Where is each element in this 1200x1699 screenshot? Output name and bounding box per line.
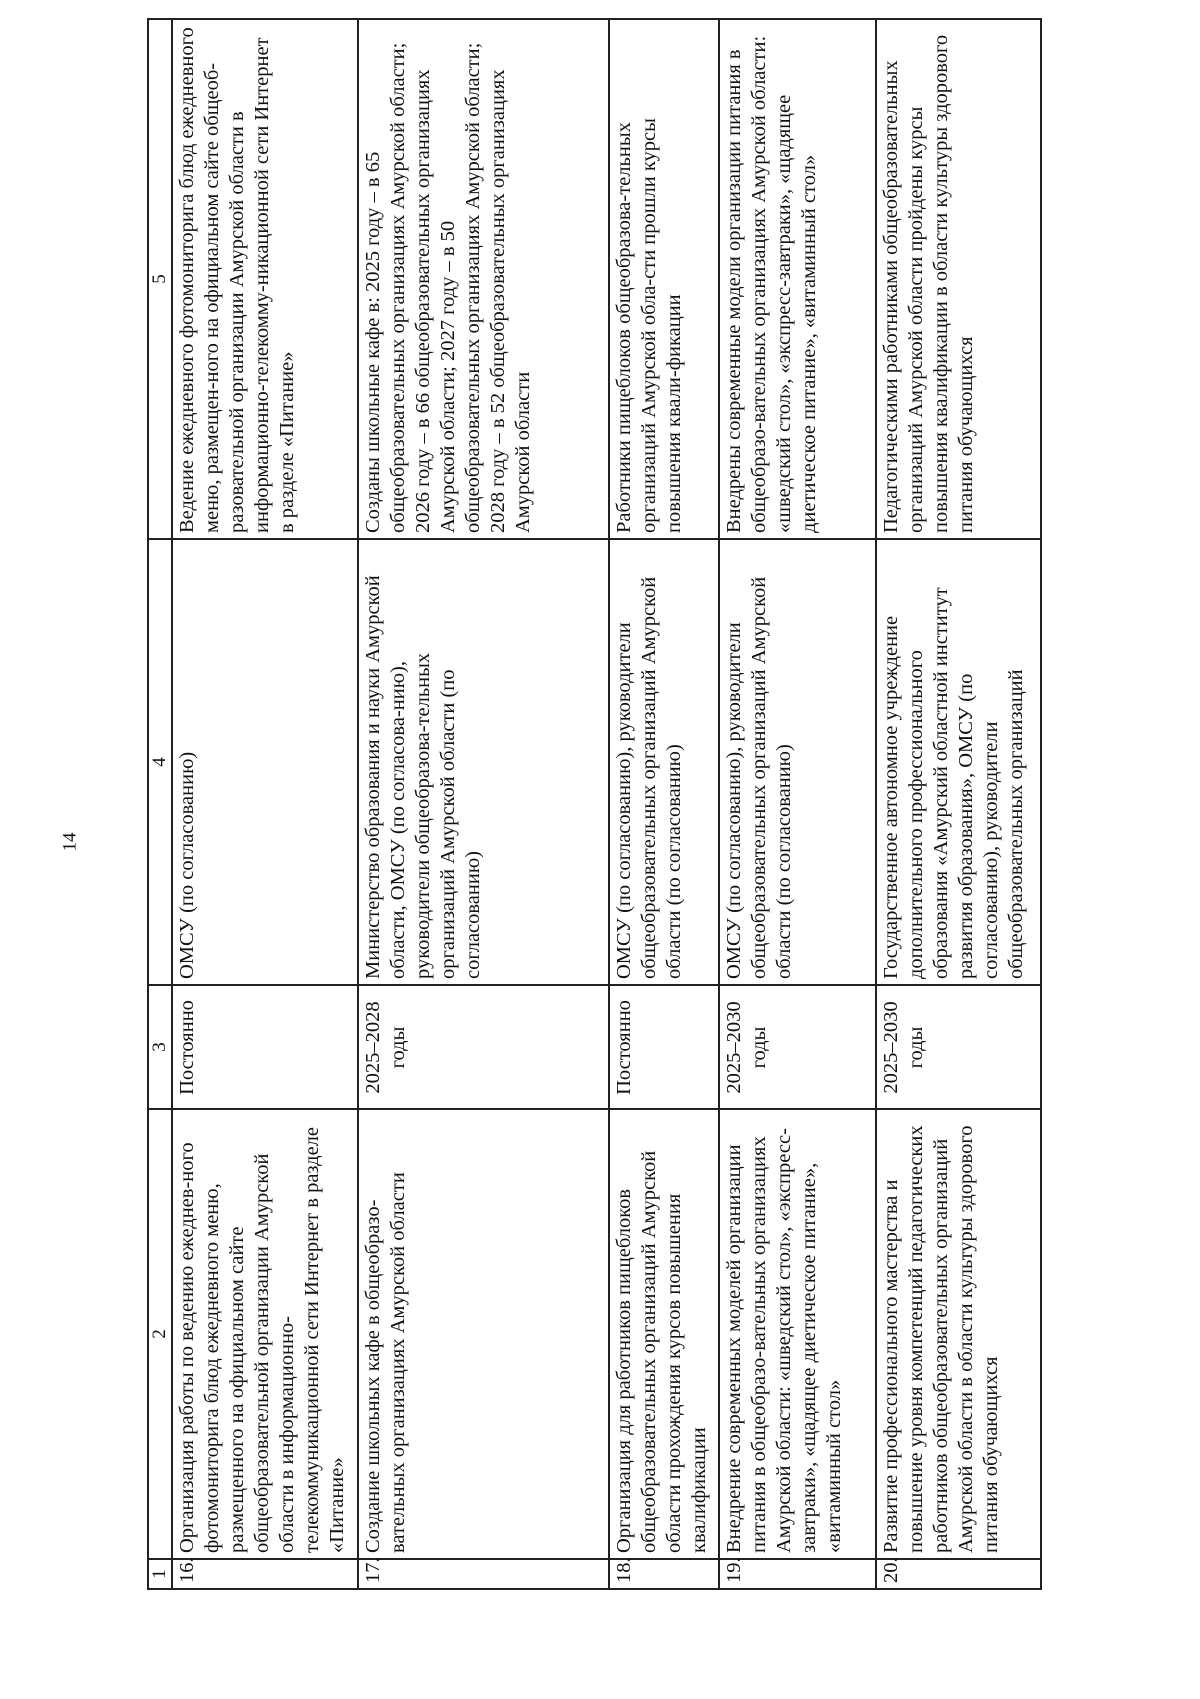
col-header-3: 3 bbox=[148, 985, 172, 1109]
result-cell: Ведение ежедневного фотомониторига блюд ежедневного меню, размещен-ного на официальном сайте общеоб-разовательной организации Амурской области в информационно-телекомму-никационной сети Интернет в разделе «Питание» bbox=[172, 19, 358, 539]
result-cell: Педагогическими работниками общеобразовательных организаций Амурской области пройдены курсы повышения квалификации в области культуры здорового питания обучающихся bbox=[876, 19, 1041, 539]
table-row bbox=[358, 19, 609, 1589]
result-cell: Внедрены современные модели организации питания в общеобразо-вательных организациях Амурской области: «шведский стол», «экспресс-завтраки», «щадящее диетическое питание», «витаминный стол» bbox=[719, 19, 876, 539]
col-header-1: 1 bbox=[148, 1559, 172, 1589]
executors-cell: Министерство образования и науки Амурской области, ОМСУ (по согласова-нию), руководители общеобразова-тельных организаций Амурской области (по согласованию) bbox=[358, 539, 609, 985]
table-row bbox=[719, 19, 876, 1589]
row-number: 16. bbox=[172, 1559, 358, 1589]
result-cell: Работники пищеблоков общеобразова-тельных организаций Амурской обла-сти прошли курсы повышения квали-фикации bbox=[609, 19, 719, 539]
result-cell: Созданы школьные кафе в: 2025 году – в 65 общеобразовательных организациях Амурской области; 2026 году – в 66 общеобразовательных организациях Амурской области; 2027 году – в 50 общеобразовательных организациях Амурской области; 2028 году – в 52 общеобразовательных организациях Амурской области bbox=[358, 19, 609, 539]
table-row bbox=[609, 19, 719, 1589]
executors-cell: Государственное автономное учреждение дополнительного профессионального образования «Амурский областной институт развития образования», ОМСУ (по согласованию), руководители общеобразовательных организаций bbox=[876, 539, 1041, 985]
executors-cell: ОМСУ (по согласованию) bbox=[172, 539, 358, 985]
col-header-5: 5 bbox=[148, 19, 172, 539]
action-cell: Создание школьных кафе в общеобразо-вательных организациях Амурской области bbox=[358, 1109, 609, 1559]
action-cell: Организация для работников пищеблоков общеобразовательных организаций Амурской области прохождения курсов повышения квалификации bbox=[609, 1109, 719, 1559]
executors-cell: ОМСУ (по согласованию), руководители общеобразовательных организаций Амурской области (по согласованию) bbox=[719, 539, 876, 985]
term-cell: 2025–2028 годы bbox=[358, 985, 609, 1109]
table-row bbox=[172, 19, 358, 1589]
row-number: 18. bbox=[609, 1559, 719, 1589]
row-number: 20. bbox=[876, 1559, 1041, 1589]
row-number: 19. bbox=[719, 1559, 876, 1589]
page-number: 14 bbox=[59, 832, 81, 852]
rotated-page-content bbox=[147, 20, 1042, 1590]
term-cell: 2025–2030 годы bbox=[876, 985, 1041, 1109]
measures-table bbox=[147, 18, 1042, 1590]
executors-cell: ОМСУ (по согласованию), руководители общеобразовательных организаций Амурской области (по согласованию) bbox=[609, 539, 719, 985]
term-cell: Постоянно bbox=[609, 985, 719, 1109]
column-numbers-row bbox=[148, 19, 172, 1589]
action-cell: Внедрение современных моделей организации питания в общеобразо-вательных организациях Амурской области: «шведский стол», «экспресс-завтраки», «щадящее диетическое питание», «витаминный стол» bbox=[719, 1109, 876, 1559]
col-header-4: 4 bbox=[148, 539, 172, 985]
col-header-2: 2 bbox=[148, 1109, 172, 1559]
term-cell: 2025–2030 годы bbox=[719, 985, 876, 1109]
row-number: 17. bbox=[358, 1559, 609, 1589]
action-cell: Организация работы по ведению ежеднев-ного фотомониторига блюд ежедневного меню, размещенного на официальном сайте общеобразовательной организации Амурской области в информационно-телекоммуникационной сети Интернет в разделе «Питание» bbox=[172, 1109, 358, 1559]
term-cell: Постоянно bbox=[172, 985, 358, 1109]
action-cell: Развитие профессионального мастерства и повышение уровня компетенций педагогических работников общеобразовательных организаций Амурской области в области культуры здорового питания обучающихся bbox=[876, 1109, 1041, 1559]
table-row bbox=[876, 19, 1041, 1589]
